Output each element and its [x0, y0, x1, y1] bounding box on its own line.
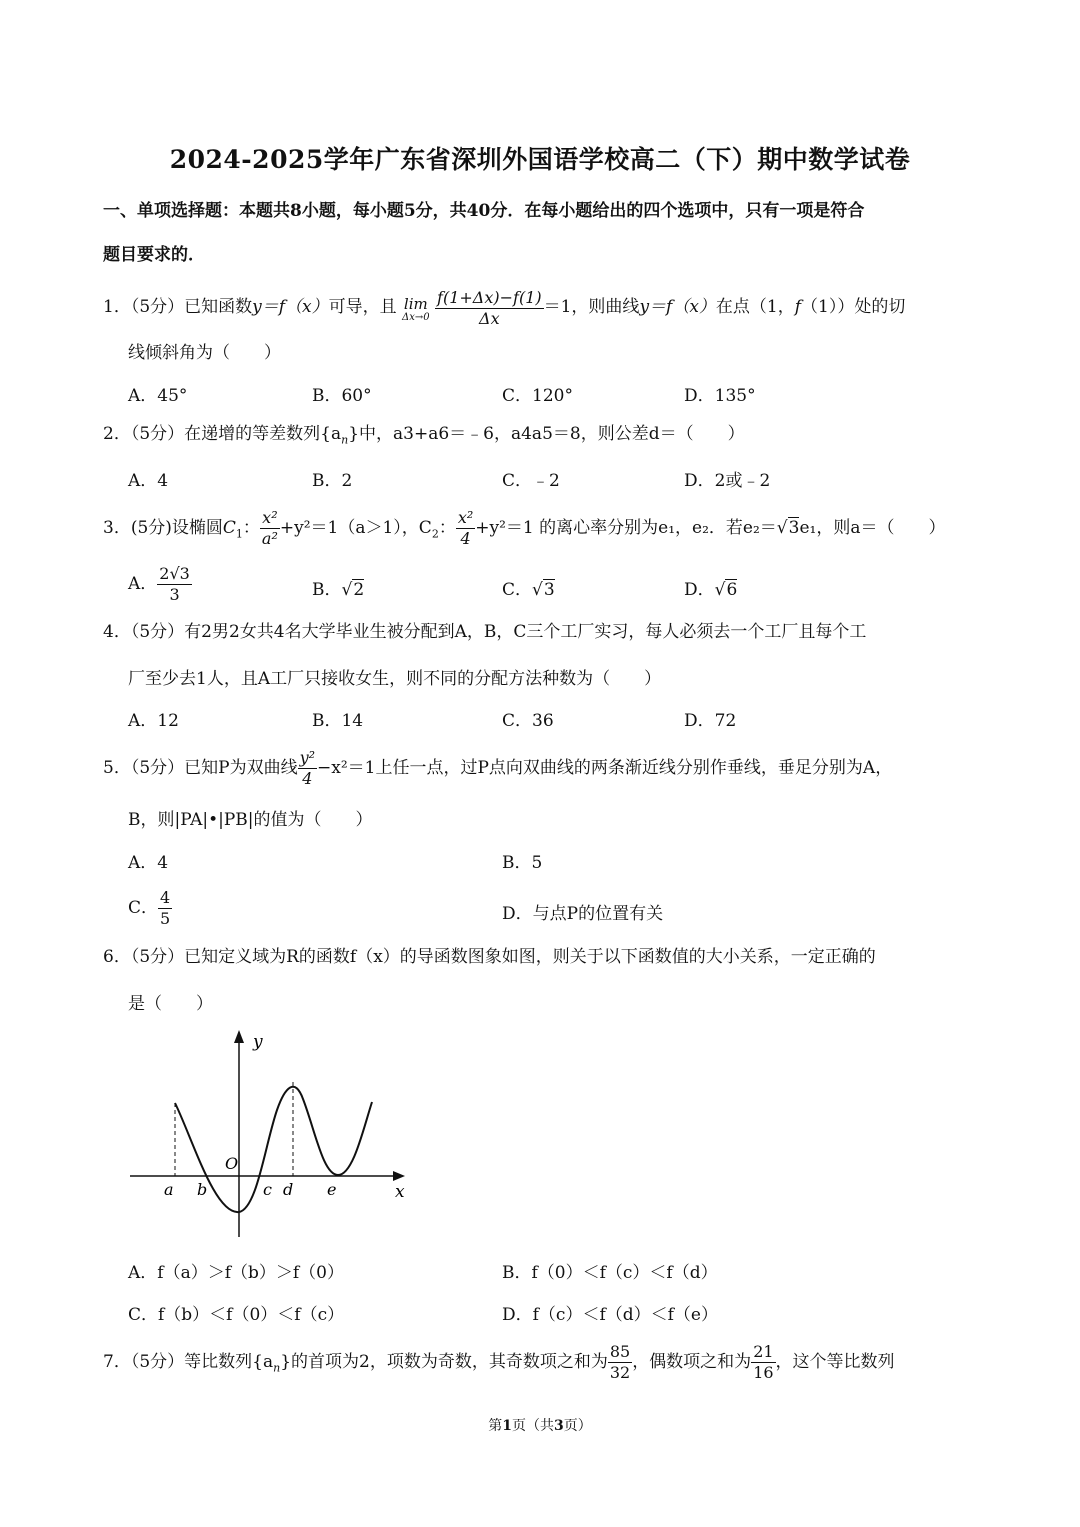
q7-seq-sub: n	[273, 1361, 281, 1375]
q1-fraction	[435, 288, 544, 329]
q3-option-d-label: D．	[684, 580, 715, 600]
q5-frac-num: y²	[299, 748, 316, 767]
q3-frac2	[456, 508, 475, 549]
q1-frac-den: Δx	[479, 309, 500, 328]
q6-option-d[interactable]: D．f（c）＜f（d）＜f（e）	[502, 1305, 718, 1325]
q5-option-d[interactable]: D．与点P的位置有关	[502, 904, 664, 924]
q1-func2: y＝f（x）	[639, 297, 716, 317]
footer-total-pages: 3	[554, 1418, 564, 1434]
q1-option-b[interactable]: B．60°	[312, 386, 372, 406]
footer-pre: 第	[488, 1418, 503, 1434]
question-7	[103, 1338, 895, 1392]
q3-c1: C	[222, 518, 236, 538]
y-axis-arrow-icon	[234, 1030, 244, 1043]
q7-mid2: ，偶数项之和为	[632, 1352, 752, 1372]
q3-option-b[interactable]: B．√2	[312, 580, 365, 600]
q7-tail: ，这个等比数列	[775, 1352, 895, 1372]
q6-option-b[interactable]: B．f（0）＜f（c）＜f（d）	[502, 1263, 718, 1283]
q3-option-a-label: A．	[128, 574, 158, 594]
q1-text3: 在点（1，	[715, 297, 795, 317]
q4-option-a[interactable]: A．12	[128, 711, 179, 731]
q1-option-c[interactable]: C．120°	[502, 386, 573, 406]
graph-label-a: a	[164, 1180, 174, 1199]
graph-label-b: b	[197, 1180, 208, 1199]
q3-c1-sub: 1	[235, 527, 243, 541]
q5-option-c-label: C．	[128, 898, 159, 918]
question-1-line2: 线倾斜角为（ ）	[128, 343, 281, 363]
q3-option-c-val: 3	[543, 580, 555, 600]
q2-option-b[interactable]: B．2	[312, 471, 353, 491]
q3-sqrt3: 3	[788, 518, 800, 538]
q3-mid1: +y²＝1（a＞1），C	[279, 518, 432, 538]
q1-func: y＝f（x）	[252, 297, 329, 317]
section-header-line2: 题目要求的．	[103, 245, 205, 265]
q3-option-a[interactable]	[128, 560, 192, 608]
q2-text: 2．（5分）在递增的等差数列{a	[103, 424, 342, 444]
q6-option-a[interactable]: A．f（a）＞f（b）＞f（0）	[128, 1263, 344, 1283]
footer-page-number: 1	[502, 1418, 512, 1434]
q7-frac2	[751, 1342, 775, 1383]
q5-option-c-frac	[158, 888, 172, 929]
q3-option-a-num: 2√3	[159, 564, 190, 583]
q7-frac1	[608, 1342, 632, 1383]
q7-prefix: 7．（5分）等比数列{a	[103, 1352, 274, 1372]
graph-label-x: x	[395, 1182, 405, 1202]
graph-label-y: y	[253, 1032, 263, 1052]
question-5-line1	[103, 744, 892, 792]
graph-label-e: e	[327, 1180, 337, 1199]
q4-option-c[interactable]: C．36	[502, 711, 554, 731]
question-4-line2: 厂至少去1人，且A工厂只接收女生，则不同的分配方法种数为（ ）	[128, 669, 662, 689]
q3-prefix: 3．(5分)设椭圆	[103, 518, 223, 538]
q1-option-d[interactable]: D．135°	[684, 386, 756, 406]
q7-frac1-num: 85	[609, 1342, 631, 1361]
question-5-line2: B，则|PA|•|PB|的值为（ ）	[128, 810, 373, 830]
q3-frac1-num: x²	[260, 508, 280, 529]
q6-option-c[interactable]: C．f（b）＜f（0）＜f（c）	[128, 1305, 345, 1325]
question-2	[103, 424, 745, 450]
q5-frac	[298, 748, 317, 789]
q3-frac2-num: x²	[457, 508, 474, 527]
question-6-line2: 是（ ）	[128, 994, 213, 1014]
q1-text2: ＝1，则曲线	[543, 297, 640, 317]
question-6-line1: 6．（5分）已知定义域为R的函数f（x）的导函数图象如图，则关于以下函数值的大小关系，一定正确的	[103, 947, 876, 967]
q3-frac1-den: a²	[261, 529, 278, 548]
page-footer	[0, 1415, 1080, 1435]
q3-option-c-label: C．	[502, 580, 533, 600]
q3-option-a-frac	[157, 564, 192, 605]
graph-label-d: d	[283, 1180, 294, 1199]
q3-frac2-den: 4	[460, 529, 471, 548]
q5-prefix: 5．（5分）已知P为双曲线	[103, 758, 298, 778]
q3-frac1	[260, 508, 280, 549]
q1-lim-sub: Δx→0	[402, 312, 430, 323]
q4-option-d[interactable]: D．72	[684, 711, 737, 731]
q1-text4: （1））处的切	[801, 297, 906, 317]
q7-frac2-den: 16	[753, 1363, 774, 1382]
q3-mid3: e₁，则a＝（ ）	[799, 518, 946, 538]
q6-derivative-graph	[125, 1025, 415, 1240]
graph-label-origin: O	[225, 1154, 239, 1173]
q7-frac2-num: 21	[753, 1342, 774, 1361]
q2-option-d[interactable]: D．2或﹣2	[684, 471, 771, 491]
q5-option-c-num: 4	[160, 888, 171, 907]
footer-mid: 页（共	[512, 1418, 554, 1434]
section-header-line1: 一、单项选择题：本题共8小题，每小题5分，共40分．在每小题给出的四个选项中，只有一项是符合	[103, 201, 865, 221]
q3-mid2: +y²＝1 的离心率分别为e₁，e₂．若e₂＝	[475, 518, 777, 538]
q1-option-a[interactable]: A．45°	[128, 386, 188, 406]
q2-seq-close: }中	[348, 424, 377, 444]
q7-frac1-den: 32	[609, 1363, 631, 1382]
q3-c2-sub: 2	[431, 527, 439, 541]
q1-frac-num: f(1+Δx)−f(1)	[437, 288, 542, 307]
q4-option-b[interactable]: B．14	[312, 711, 364, 731]
q3-option-d[interactable]: D．√6	[684, 580, 738, 600]
q1-text1: 可导，且	[328, 297, 397, 317]
question-1-line1	[103, 288, 905, 329]
q3-option-d-val: 6	[726, 580, 738, 600]
q5-option-c[interactable]	[128, 884, 172, 932]
question-4-line1: 4．（5分）有2男2女共4名大学毕业生被分配到A，B，C三个工厂实习，每人必须去一个工厂且每个工	[103, 622, 867, 642]
q3-option-c[interactable]: C．√3	[502, 580, 555, 600]
q3-option-a-den: 3	[169, 585, 180, 604]
footer-post: 页）	[563, 1418, 592, 1434]
q1-lim: lim	[403, 295, 428, 313]
q2-option-c[interactable]: C．﹣2	[502, 471, 560, 491]
q1-prefix: 1．（5分）已知函数	[103, 297, 253, 317]
graph-label-c: c	[263, 1180, 272, 1199]
q2-tail: ，a3+a6＝﹣6，a4a5＝8，则公差d＝（ ）	[376, 424, 745, 444]
q3-option-b-label: B．	[312, 580, 342, 600]
q5-option-c-den: 5	[160, 909, 171, 928]
q5-option-b[interactable]: B．5	[502, 853, 543, 873]
q1-limit	[402, 296, 430, 324]
q5-tail: −x²＝1上任一点，过P点向双曲线的两条渐近线分别作垂线，垂足分别为A，	[317, 758, 893, 778]
question-3: 3．(5分)设椭圆$C_1$： $\frac{\text{x²}}{\text{a²}}$ +y²＝1（a＞1），$C_2$： $\frac{\text{x²}}{4}$ +y²＝1 的离心率分别为e₁，e₂．若e₂＝√3e₁，则a＝（ ）	[103, 508, 946, 548]
page-title: 2024-2025学年广东省深圳外国语学校高二（下）期中数学试卷	[169, 145, 911, 174]
q5-frac-den: 4	[302, 769, 313, 788]
q7-mid: }的首项为2，项数为奇数，其奇数项之和为	[280, 1352, 608, 1372]
q1-func3: f	[794, 297, 802, 317]
q2-seq-sub: n	[341, 433, 349, 447]
q2-option-a[interactable]: A．4	[128, 471, 169, 491]
q3-option-b-val: 2	[353, 580, 365, 600]
x-axis-arrow-icon	[393, 1171, 405, 1181]
q5-option-a[interactable]: A．4	[128, 853, 169, 873]
